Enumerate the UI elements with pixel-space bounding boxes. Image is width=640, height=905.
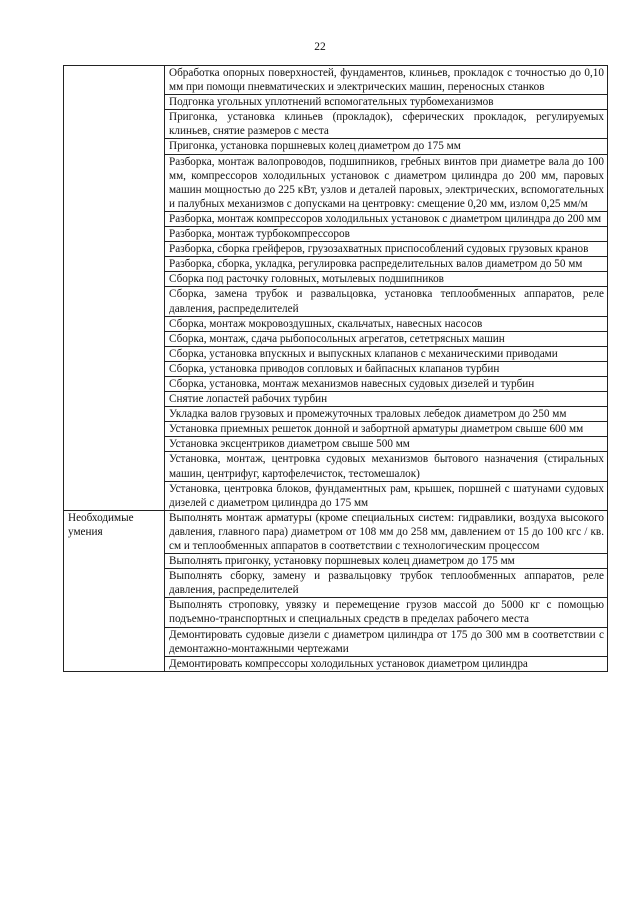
row-text-cell: Демонтировать компрессоры холодильных установок диаметром цилиндра <box>165 656 608 671</box>
row-text-cell: Сборка, монтаж мокровоздушных, скальчатых, навесных насосов <box>165 316 608 331</box>
row-text-cell: Разборка, сборка грейферов, грузозахватных приспособлений судовых грузовых кранов <box>165 242 608 257</box>
row-text-cell: Разборка, сборка, укладка, регулировка распределительных валов диаметром до 50 мм <box>165 257 608 272</box>
row-text-cell: Выполнять сборку, замену и развальцовку трубок теплообменных аппаратов, реле давления, распределителей <box>165 569 608 598</box>
page-bottom-margin <box>0 838 640 905</box>
row-text-cell: Разборка, монтаж валопроводов, подшипников, гребных винтов при диаметре вала до 100 мм, компрессоров холодильных установок с диаметром цилиндра до 200 мм, паровых машин мощностью до 225 кВт, узлов и деталей паровых, электрических, вспомогательных и палубных механизмов с допусками на центровку: смещение 0,20 мм, излом 0,25 мм/м <box>165 154 608 211</box>
row-text-cell: Установка эксцентриков диаметром свыше 500 мм <box>165 437 608 452</box>
row-text-cell: Обработка опорных поверхностей, фундаментов, клиньев, прокладок с точностью до 0,10 мм при помощи пневматических и электрических машин, переносных станков <box>165 66 608 95</box>
row-text-cell: Сборка, установка, монтаж механизмов навесных судовых дизелей и турбин <box>165 376 608 391</box>
row-text-cell: Укладка валов грузовых и промежуточных траловых лебедок диаметром до 250 мм <box>165 407 608 422</box>
row-label-cell <box>64 66 165 511</box>
row-text-cell: Выполнять монтаж арматуры (кроме специальных систем: гидравлики, воздуха высокого давления, главного пара) диаметром от 108 мм до 258 мм, давлением от 15 до 100 кгс / кв. см и теплообменных аппаратов в соответствии с технологическим процессом <box>165 510 608 553</box>
row-text-cell: Установка, центровка блоков, фундаментных рам, крышек, поршней с шатунами судовых дизелей с диаметром цилиндра до 175 мм <box>165 481 608 510</box>
row-text-cell: Сборка под расточку головных, мотылевых подшипников <box>165 272 608 287</box>
row-text-cell: Пригонка, установка клиньев (прокладок), сферических прокладок, регулируемых клиньев, снятие размеров с места <box>165 110 608 139</box>
row-text-cell: Установка приемных решеток донной и забортной арматуры диаметром свыше 600 мм <box>165 422 608 437</box>
row-text-cell: Подгонка угольных уплотнений вспомогательных турбомеханизмов <box>165 95 608 110</box>
row-text-cell: Разборка, монтаж турбокомпрессоров <box>165 227 608 242</box>
row-text-cell: Сборка, установка впускных и выпускных клапанов с механическими приводами <box>165 346 608 361</box>
table-body <box>64 66 608 672</box>
row-text-cell: Установка, монтаж, центровка судовых механизмов бытового назначения (стиральных машин, центрифуг, картофелечисток, тестомешалок) <box>165 452 608 481</box>
row-text-cell: Снятие лопастей рабочих турбин <box>165 392 608 407</box>
page-number: 22 <box>314 41 326 53</box>
row-text-cell: Сборка, установка приводов сопловых и байпасных клапанов турбин <box>165 361 608 376</box>
competency-table <box>63 65 608 672</box>
table-row <box>64 510 608 553</box>
row-label-cell: Необходимые умения <box>64 510 165 671</box>
row-text-cell: Пригонка, установка поршневых колец диаметром до 175 мм <box>165 139 608 154</box>
table-row <box>64 66 608 95</box>
row-text-cell: Выполнять строповку, увязку и перемещение грузов массой до 5000 кг с помощью подъемно-транспортных и специальных средств в пределах рабочего места <box>165 598 608 627</box>
row-text-cell: Разборка, монтаж компрессоров холодильных установок с диаметром цилиндра до 200 мм <box>165 211 608 226</box>
row-text-cell: Выполнять пригонку, установку поршневых колец диаметром до 175 мм <box>165 554 608 569</box>
row-text-cell: Демонтировать судовые дизели с диаметром цилиндра от 175 до 300 мм в соответствии с демонтажно-монтажными чертежами <box>165 627 608 656</box>
row-text-cell: Сборка, монтаж, сдача рыбопосольных агрегатов, сететрясных машин <box>165 331 608 346</box>
row-text-cell: Сборка, замена трубок и развальцовка, установка теплообменных аппаратов, реле давления, распределителей <box>165 287 608 316</box>
